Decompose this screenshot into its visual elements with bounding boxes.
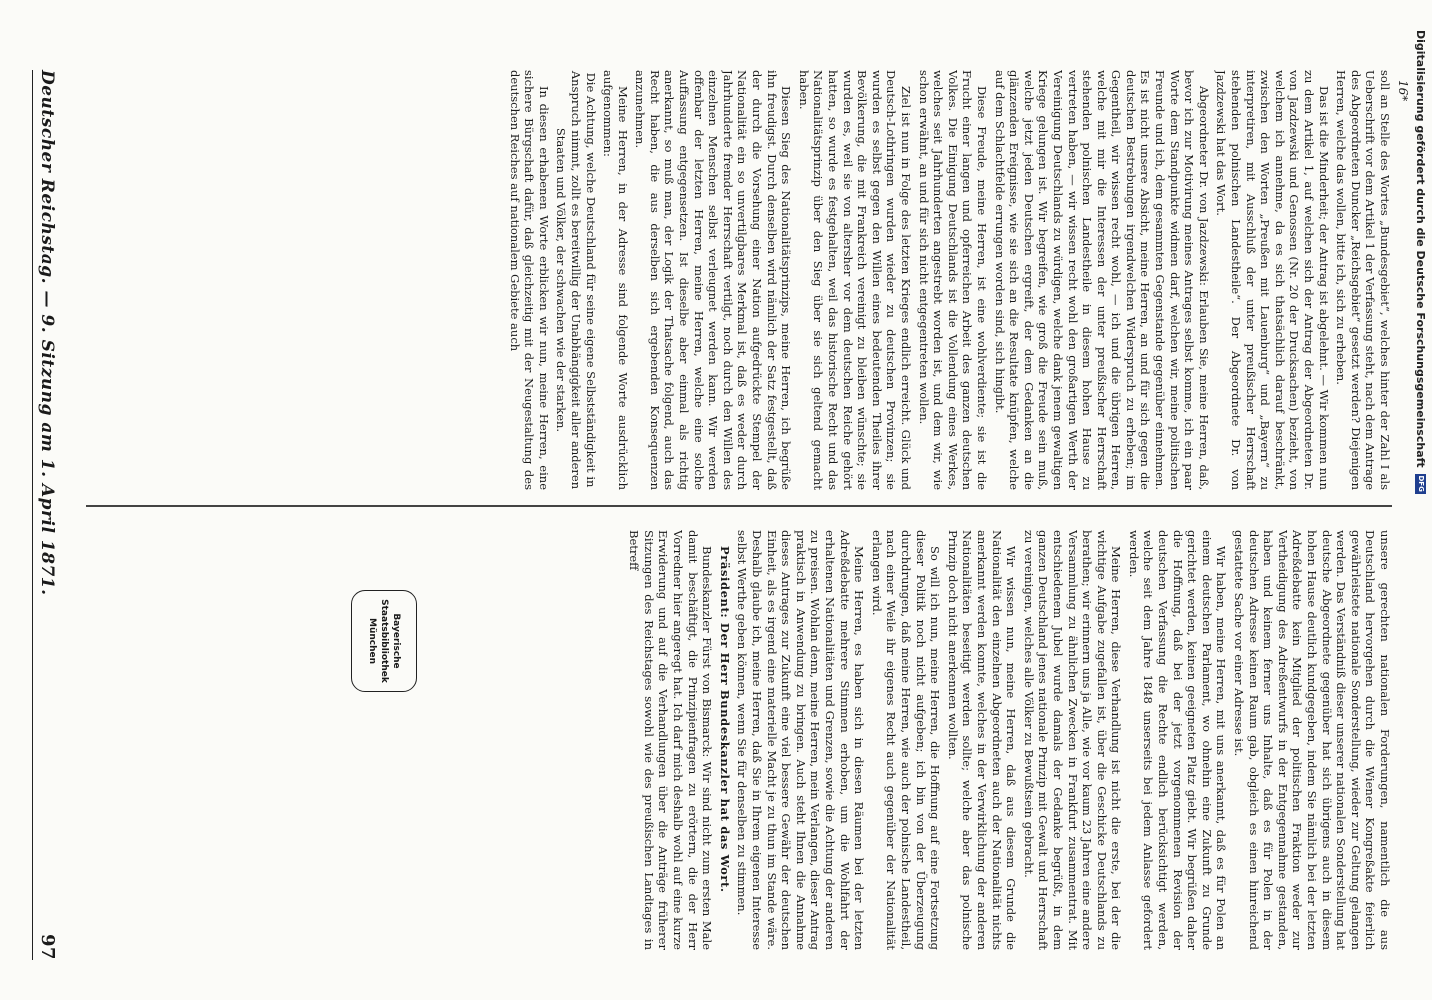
paragraph: Wir haben, meine Herren, mit uns anerkannt, daß es für Polen an einem deutschen Parlament, wo ohnehin eine Zukunft zu Grunde gerichtet werden, keinen geeigneten Platz giebt. Wir begrüßen daher die Hoffnung, daß bei der jetzt vorgenommenen Revision der deutschen Verfassung die Rechte endlich berücksichtigt werden, welche seit dem Jahre 1848 unserseits bei jedem Anlasse gefordert werden. [1126,530,1229,950]
left-text-column [86,70,1392,490]
paragraph: Bundeskanzler Fürst von Bismarck: Wir sind nicht zum ersten Male damit beschäftigt, die Prinzipienfragen zu erörtern, die der Herr Vorredner hier angeregt hat. Ich darf mich deshalb wohl auf eine kurze Erwiderung und auf die Verhandlungen über die Anträge früherer Sitzungen des Reichstages sowohl wie des preußischen Landtages in Betreff [627,530,715,950]
stamp-line: München [367,617,377,665]
paragraph: So will ich nun, meine Herren, die Hoffnung auf eine Fortsetzung dieser Politik noch nicht aufgeben; ich bin von der Überzeugung durchdrungen, daß meine Herren, wie auch der polnische Landestheil, nach einer Weile ihr eigenes Recht auch gegenüber der Nationalität erlangen wird. [869,530,943,950]
right-text-column [86,530,1392,950]
paragraph: Abgeordneter Dr. von Jazdzewski: Erlauben Sie, meine Herren, daß, bevor ich zur Motivirung meines Antrages selbst komme, ich ein paar Worte dem Standpunkte widmen darf, welchen wir, meine politischen Freunde und ich, dem gesammten Gegenstande gegenüber einnehmen. Es ist nicht unsere Absicht, meine Herren, an und für sich gegen die deutschen Bestrebungen irgendwelchen Widerspruch zu erheben; im Gegentheil, wir wissen recht wohl, — ich und die übrigen Herren, welche mit mir die Interessen der unter preußischer Herrschaft stehenden polnischen Landestheile in diesem hohen Hause zu vertreten haben, — wir wissen recht wohl den großartigen Werth der Vereinigung Deutschlands zu würdigen, welche dank jenem gewaltigen Kriege gelungen ist. Wir begreifen, wie groß die Freude sein muß, welche jetzt jeden Deutschen ergreift, der dem Gedanken an die glänzenden Ereignisse, wie sie sich an die Resultate knüpfen, welche auf dem Schlachtfelde errungen worden sind, sich hingibt. [992,70,1211,490]
speaker-paragraph: Präsident: Der Herr Bundeskanzler hat das Wort. [717,546,732,893]
stamp-line: Staatsbibliothek [379,599,389,683]
quotation: Die Achtung, welche Deutschland für seine eigene Selbstständigkeit in Anspruch nimmt, zollt es bereitwillig der Unabhängigkeit aller anderen Staaten und Völker, der schwachen wie der starken. [554,70,598,490]
page-number: 97 [37,933,58,960]
header-title: Deutscher Reichstag. — 9. Sitzung am 1. April 1871. [37,70,57,596]
paragraph: unsere gerechten nationalen Forderungen, namentlich die aus Deutschland hervorgehen durch die Wiener Kongreßakte feierlich gewährleistete nationale Sonderstellung, wieder zur Geltung gelangen werden. Das Verständniß dieser unserer nationalen Sonderstellung hat deutsche Abgeordnete gegenüber hat sich übrigens auch in diesem hohen Hause deutlich kundgegeben, indem Sie nämlich bei der letzten Adreßdebatte kein Mitglied der politischen Fraktion weder zur Vertheidigung des Adreßentwurfs in der Entgegennahme gestanden, haben und keinem ferner uns Inhalte, daß es für Polen in der deutschen Adresse keinen Raum gab, obgleich es einen hinreichend gestattete Sache vor einer Adresse ist. [1232,530,1392,950]
paragraph: Meine Herren, diese Verhandlung ist nicht die erste, bei der die wichtige Aufgabe zugefallen ist, über die Geschicke Deutschlands zu berathen; wir erinnern uns ja Alle, wie vor kaum 23 Jahren eine andere Versammlung zu ähnlichen Zwecken in Frankfurt zusammentrat. Mit entschiedenem Jubel wurde damals der Gedanke begrüßt, in dem ganzen Deutschland jenes nationale Prinzip mit Gewalt und Herrschaft zu vereinigen, welches alle Völker zu Bewußtsein gebracht. [1021,530,1124,950]
paragraph: Das ist die Minderheit; der Antrag ist abgelehnt. — Wir kommen nun zu dem Artikel 1, auf welchen sich der Antrag der Abgeordneten Dr. von Jazdzewski und Genossen (Nr. 20 der Drucksachen) bezieht, von welchem ich annehme, da es sich thatsächlich darauf beschränkt, zwischen den Worten „Preußen mit Lauenburg“ und „Bayern“ zu interpretiren, mit Ausschluß der unter preußischer Herrschaft stehenden polnischen Landestheile“. Der Abgeordnete Dr. von Jazdzewski hat das Wort. [1214,70,1331,490]
paragraph: Diesen Sieg des Nationalitätsprinzips, meine Herren, ich begrüße ihn freudigst. Durch denselben wird nämlich der Satz festgestellt, daß der durch die Vorsehung einer Nation aufgedrückte Stempel der Nationalität ein so unvertilgbares Merkmal ist, daß es weder durch Jahrhunderte fremder Herrschaft vertilgt, noch durch den Willen des einzelnen Menschen selbst verleugnet werden kann. Wir werden offenbar der letzten Herren, meine Herren, welche eine solche Auffassung entgegensetzen. Ist dieselbe aber einmal als richtig anerkannt, so muß man, der Logik der Thatsache folgend, auch das Recht haben, die aus derselben sich ergebenden Konsequenzen anzunehmen. [633,70,794,490]
library-stamp [351,590,417,692]
paragraph: Meine Herren, in der Adresse sind folgende Worte ausdrücklich aufgenommen: [601,70,630,490]
paragraph: soll an Stelle des Wortes „Bundesgebiet“, welches hinter der Zahl I als Ueberschrift vor dem Artikel 1 der Verfassung steht, nach dem Antrage des Abgeordneten Duncker „Reichsgebiet“ gesetzt werden? Diejenigen Herren, welche das wollen, bitte ich, sich zu erheben. [1334,70,1392,490]
footnote-mark: 16* [1396,80,1410,102]
dfg-logo-icon: DFG [1417,475,1426,492]
paragraph: Wir wissen nun, meine Herren, daß aus diesem Grunde die Nationalität den einzelnen Abgeordneten auch der Nationalität nichts anerkannt werden konnte, welches in der Verwirklichung der anderen Nationalitäten beseitigt werden sollte; welche aber das polnische Prinzip doch nicht anerkennen wollten. [945,530,1019,950]
paragraph: In diesen erhabenen Worte erblicken wir nun, meine Herren, eine sichere Bürgschaft dafür, daß gleichzeitig mit der Neugestaltung des deutschen Reiches auf nationalem Gebiete auch [507,70,551,490]
digitization-credit [1410,0,1432,1000]
paragraph: Ziel ist nun in Folge des letzten Krieges endlich erreicht. Glück und Deutsch-Lothringen wurden wieder zu deutschen Provinzen; sie wurden es selbst gegen den Willen eines bedeutenden Theiles ihrer Bevölkerung, die mit Frankreich vereinigt zu bleiben wünschte; sie wurden es, weil sie von altersher vor dem deutschen Reiche gehört hatten, so wurde es festgehalten, weil das historische Recht und das Nationalitätsprinzip über den Sieg über sie sich geltend gemacht haben. [796,70,913,490]
credit-text: Digitalisierung gefördert durch die Deutsche Forschungsgemeinschaft [1414,30,1428,468]
paragraph: Meine Herren, es haben sich in diesen Räumen bei der letzten Adreßdebatte mehrere Stimmen erhoben, um die Wohlfahrt der erhaltenen Nationalitäten und Grenzen, sowie die Achtung der anderen zu preisen. Wohlan denn, meine Herren, mein Verlangen, dieser Antrag praktisch in Anwendung zu bringen. Auch steht Ihnen die Annahme dieses Antrages zur Zukunft eine viel bessere Gewähr der deutschen Einheit, als es irgend eine materielle Macht je zu thun im Stande wäre. Deshalb glaube ich, meine Herren, daß Sie in Ihrem eigenen Interesse selbst Werthe geben können, wenn Sie für denselben zu stimmen. [735,530,867,950]
column-divider [86,505,1392,507]
stamp-line: Bayerische [391,613,401,669]
running-header [32,70,72,960]
paragraph: Diese Freude, meine Herren, ist eine wohlverdiente; sie ist die Frucht einer langen und opferreichen Arbeit des ganzen deutschen Volkes. Die Einigung Deutschlands ist die Vollendung eines Werkes, welches seit Jahrhunderten angestrebt worden ist, und dem wir, wie schon erwähnt, an und für sich nicht entgegentreten wollen. [916,70,989,490]
